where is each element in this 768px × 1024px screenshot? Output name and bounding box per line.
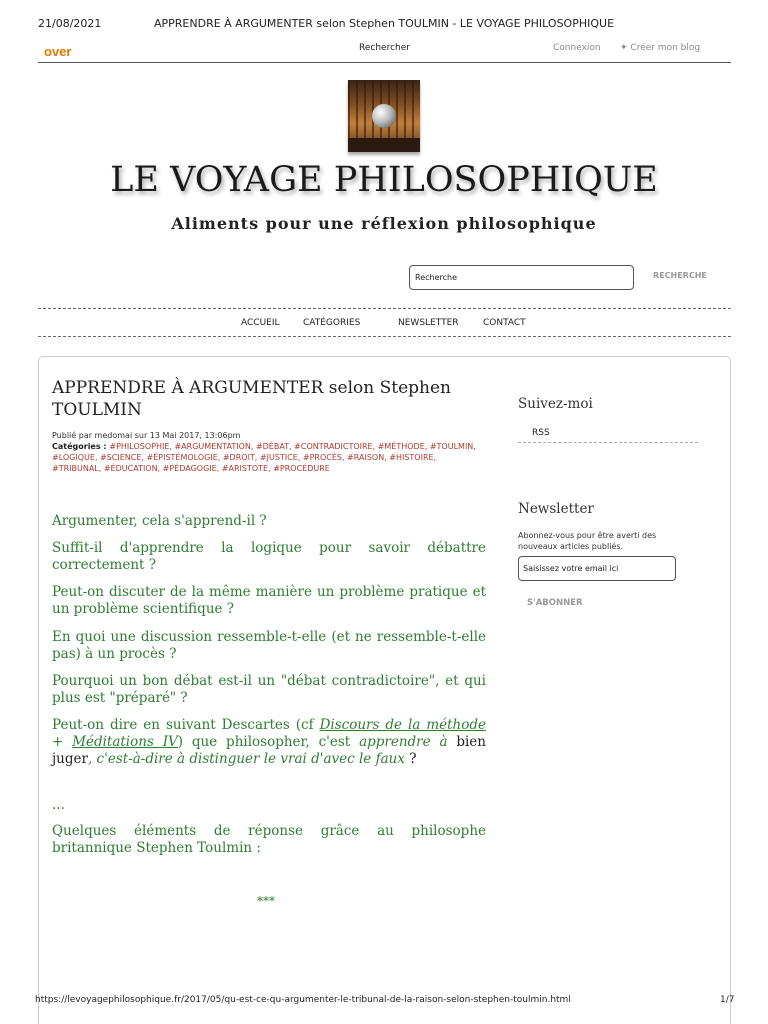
post-categories: [52, 441, 482, 474]
question-7: Quelques éléments de réponse grâce au philosophe britannique Stephen Toulmin :: [52, 823, 486, 856]
post-author-date: Publié par medomai sur 13 Mai 2017, 13:06pm: [52, 431, 241, 440]
search-input[interactable]: Recherche: [409, 265, 634, 290]
sphere-shape: [372, 104, 396, 128]
print-date: 21/08/2021: [38, 17, 102, 30]
blog-header-image: [348, 80, 420, 152]
categories-label: Catégories :: [52, 442, 110, 451]
question-2: Suffit-il d'apprendre la logique pour savoir débattre correctement ?: [52, 540, 486, 573]
print-title: APPRENDRE À ARGUMENTER selon Stephen TOULMIN - LE VOYAGE PHILOSOPHIQUE: [153, 17, 615, 30]
rss-row: [518, 428, 698, 443]
q6-text-g: ?: [404, 751, 417, 767]
topbar-search-link[interactable]: Rechercher: [359, 43, 410, 53]
overblog-logo[interactable]: over: [44, 44, 72, 59]
question-4: En quoi une discussion ressemble-t-elle (et ne ressemble-t-elle pas) à un procès ?: [52, 629, 486, 662]
page-url: https://levoyagephilosophique.fr/2017/05/qu-est-ce-qu-argumenter-le-tribunal-de-la-raison-selon-stephen-toulmin.html: [35, 995, 571, 1005]
rss-link[interactable]: RSS: [532, 428, 550, 438]
nav-bottom-divider: [38, 336, 731, 337]
floor-shape: [348, 138, 420, 152]
email-field[interactable]: Saisissez votre email ici: [518, 556, 676, 581]
ellipsis-text: ...: [52, 797, 65, 813]
q6-text-a: Peut-on dire en suivant Descartes (cf: [52, 717, 320, 733]
newsletter-description: Abonnez-vous pour être averti des nouveaux articles publiés.: [518, 531, 657, 551]
category-tags[interactable]: #PHILOSOPHIE, #ARGUMENTATION, #DÉBAT, #CONTRADICTOIRE, #MÉTHODE, #TOULMIN, #LOGIQUE, #SCIENCE, #ÉPISTÉMOLOGIE, #DROIT, #JUSTICE, #PROCÈS, #RAISON, #HISTOIRE, #TRIBUNAL, #ÉDUCATION, #PÉDAGOGIE, #ARISTOTE, #PROCÉDURE: [52, 442, 476, 473]
question-3: Peut-on discuter de la même manière un problème pratique et un problème scientifique ?: [52, 584, 486, 617]
nav-top-divider: [38, 308, 731, 309]
subscribe-button[interactable]: S'ABONNER: [527, 598, 583, 608]
nav-item-categories[interactable]: CATÉGORIES: [303, 318, 361, 328]
post-meta: [52, 430, 482, 474]
site-title[interactable]: LE VOYAGE PHILOSOPHIQUE: [110, 160, 658, 200]
nav-item-newsletter[interactable]: NEWSLETTER: [398, 318, 459, 328]
follow-title: Suivez-moi: [518, 396, 593, 412]
q6-text-f: , c'est-à-dire à distinguer le vrai d'avec le faux: [87, 751, 405, 767]
nav-item-accueil[interactable]: ACCUEIL: [241, 318, 280, 328]
print-header: [0, 12, 768, 32]
search-button[interactable]: RECHERCHE: [653, 271, 707, 280]
main-nav: [38, 318, 731, 330]
nav-item-contact[interactable]: CONTACT: [483, 318, 526, 328]
login-link[interactable]: Connexion: [553, 43, 601, 53]
question-1: Argumenter, cela s'apprend-il ?: [52, 513, 267, 529]
meditations-link[interactable]: Méditations IV: [72, 734, 178, 750]
q6-text-b: +: [52, 734, 73, 750]
q6-text-e: bien juger: [52, 734, 486, 767]
discours-methode-link[interactable]: Discours de la méthode: [319, 717, 487, 733]
top-bar: [38, 36, 731, 63]
create-blog-link[interactable]: ✦ Créer mon blog: [620, 43, 701, 53]
question-6: [52, 717, 486, 768]
question-5: Pourquoi un bon débat est-il un "débat contradictoire", et qui plus est "préparé" ?: [52, 673, 486, 706]
site-tagline: Aliments pour une réflexion philosophique: [171, 214, 597, 233]
post-title: APPRENDRE À ARGUMENTER selon Stephen TOULMIN: [52, 378, 451, 420]
section-separator: ***: [257, 894, 275, 908]
newsletter-title: Newsletter: [518, 501, 594, 517]
page-number: 1/7: [720, 995, 735, 1005]
q6-text-d: apprendre à: [359, 734, 448, 750]
q6-text-c: ) que philosopher, c'est: [177, 734, 360, 750]
